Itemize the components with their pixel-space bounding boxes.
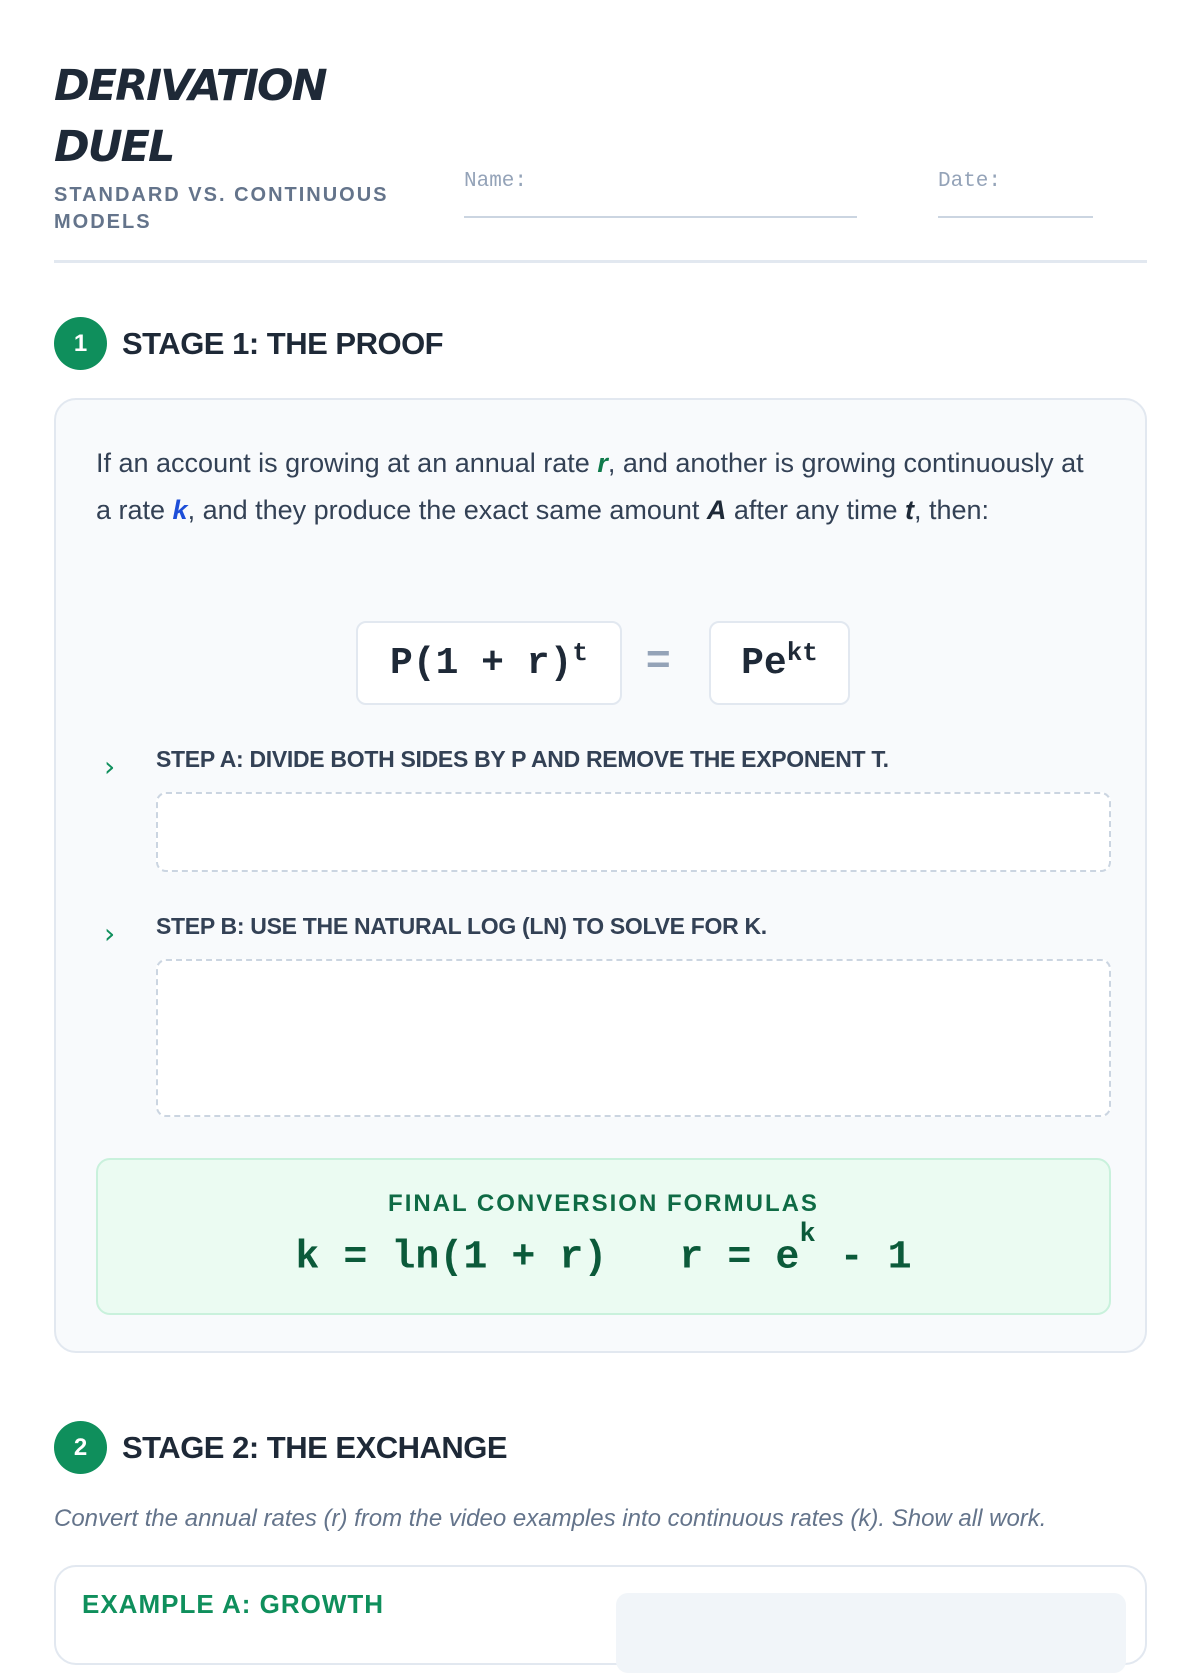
date-label: Date: [938, 170, 1002, 193]
stage-2-instructions: Convert the annual rates (r) from the video examples into continuous rates (k). Show all work. [54, 1505, 1047, 1532]
example-label: EXAMPLE A: GROWTH [82, 1589, 385, 1619]
equation-row [56, 621, 1145, 705]
intro-text-4: after any time [726, 495, 905, 525]
example-work-area[interactable] [616, 1593, 1126, 1673]
worksheet-header [54, 52, 1147, 263]
page-subtitle: STANDARD VS. CONTINUOUS MODELS [54, 184, 389, 233]
formula-r-tail: - 1 [815, 1235, 912, 1281]
final-formulas-title: FINAL CONVERSION FORMULAS [388, 1190, 819, 1217]
equation-right-box [709, 621, 850, 705]
proof-card [54, 398, 1147, 1353]
equation-left-exponent: t [572, 638, 589, 668]
name-label: Name: [464, 170, 528, 193]
step-b-answer-box[interactable] [156, 959, 1111, 1117]
proof-intro [96, 440, 1096, 534]
intro-text-1: If an account is growing at an annual rate [96, 448, 598, 478]
name-underline [464, 216, 857, 218]
var-k: k [172, 495, 188, 525]
title-line-1: DERIVATION [54, 61, 326, 111]
intro-text-2: , and another is growing continuously at a rate [96, 448, 1084, 525]
stage-1-badge: 1 [54, 317, 107, 370]
title-line-2: DUEL [54, 122, 174, 172]
equals-sign: = [646, 635, 671, 682]
chevron-right-icon: › [104, 750, 116, 783]
name-field[interactable] [464, 170, 859, 193]
date-underline [938, 216, 1093, 218]
var-t: t [904, 495, 914, 525]
formula-r-base: r = e [679, 1235, 800, 1281]
stage-2-title: STAGE 2: THE EXCHANGE [122, 1429, 508, 1465]
var-a: A [706, 495, 727, 525]
final-formulas [98, 1220, 1109, 1281]
stage-2-badge: 2 [54, 1421, 107, 1474]
equation-left-box [356, 621, 622, 705]
date-field[interactable] [938, 170, 1098, 193]
equation-left-base: P(1 + r) [389, 641, 573, 685]
final-formulas-panel [96, 1158, 1111, 1315]
intro-text-3: , and they produce the exact same amount [187, 495, 707, 525]
intro-text-5: , then: [913, 495, 990, 525]
stage-1-title: STAGE 1: THE PROOF [122, 325, 444, 361]
step-a-label: STEP A: DIVIDE BOTH SIDES BY P AND REMOVE THE EXPONENT T. [156, 746, 889, 772]
step-b-label: STEP B: USE THE NATURAL LOG (LN) TO SOLVE FOR K. [156, 913, 767, 939]
example-card [54, 1565, 1147, 1665]
stage-2-heading [54, 1421, 507, 1474]
formula-r-exponent: k [799, 1220, 816, 1250]
equation-right-base: Pe [741, 641, 787, 685]
chevron-right-icon: › [104, 917, 116, 950]
step-a-answer-box[interactable] [156, 792, 1111, 872]
stage-1-heading [54, 317, 443, 370]
page-title [54, 56, 326, 178]
formula-k: k = ln(1 + r) [295, 1235, 608, 1281]
var-r: r [597, 448, 608, 478]
equation-right-exponent: kt [786, 638, 818, 668]
